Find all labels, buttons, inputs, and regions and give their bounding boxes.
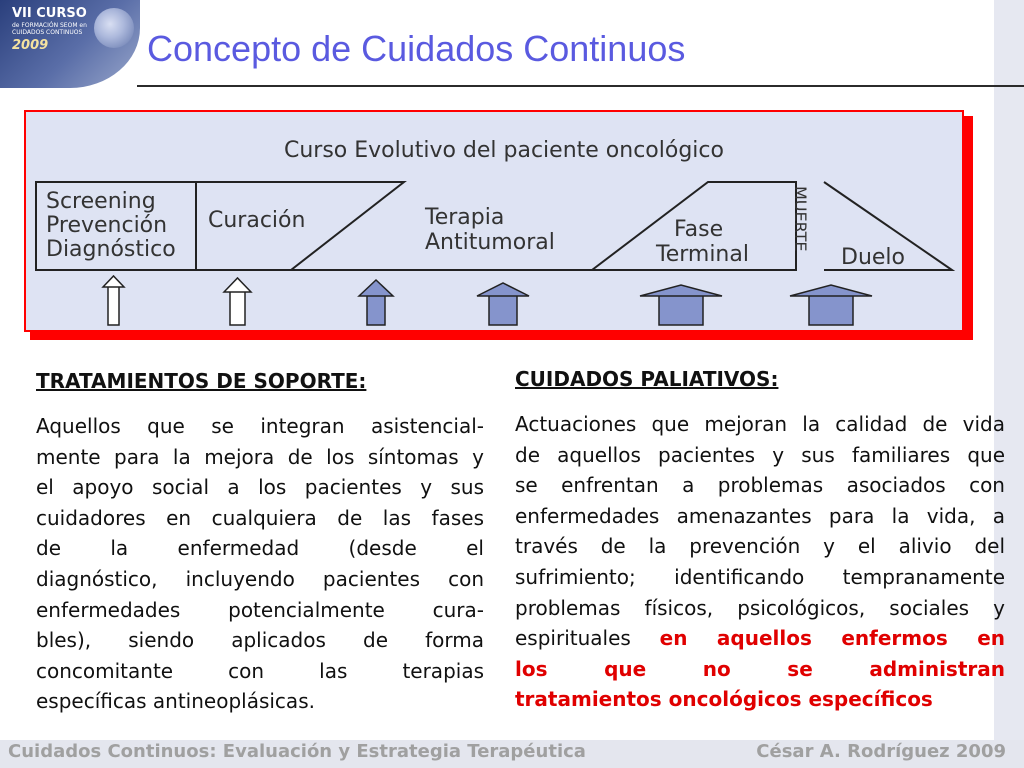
stage6-label: Duelo [841, 245, 905, 270]
logo-line-2: de FORMACIÓN SEOM en CUIDADOS CONTINUOS [12, 22, 87, 36]
palliative-highlight-line: los que no se administran [515, 656, 1005, 681]
arrow-up-icon-4 [477, 283, 529, 325]
support-line: concomitante con las terapias [36, 658, 484, 683]
support-line: Aquellos que se integran asistencial- [36, 414, 484, 438]
palliative-line: de aquellos pacientes y sus familiares que [515, 442, 1005, 467]
stage5-label: MUERTE [791, 186, 810, 252]
palliative-line-mixed [515, 623, 1005, 654]
palliative-line: sufrimiento; identificando tempranamente [515, 564, 1005, 589]
palliative-line: Actuaciones que mejoran la calidad de vida [515, 412, 1005, 436]
palliative-plain-text: espirituales [515, 626, 660, 651]
arrow-up-icon-2 [224, 278, 251, 325]
footer-course-name: Cuidados Continuos: Evaluación y Estrategia Terapéutica [8, 741, 586, 762]
support-line: enfermedades potencialmente cura- [36, 597, 484, 622]
support-line: cuidadores en cualquiera de las fases [36, 505, 484, 530]
palliative-line: través de la prevención y el alivio del [515, 534, 1005, 559]
support-line: el apoyo social a los pacientes y sus [36, 475, 484, 500]
arrow-up-icon-6 [790, 285, 872, 325]
footer-bar [0, 740, 1024, 768]
stage1-line2: Prevención [46, 213, 168, 238]
footer-author: César A. Rodríguez 2009 [756, 741, 1006, 762]
stage4-line1: Fase [674, 217, 724, 242]
support-heading: TRATAMIENTOS DE SOPORTE: [36, 369, 367, 393]
palliative-paragraph [515, 409, 1005, 715]
logo-disc-graphic [94, 8, 134, 48]
logo-line-1: VII CURSO [12, 6, 87, 21]
stage1-line1: Screening [46, 189, 156, 214]
stage3-line1: Terapia [425, 205, 505, 230]
palliative-highlight: en aquellos enfermos en [659, 626, 1005, 651]
evolution-diagram [24, 110, 964, 332]
arrow-up-icon-1 [103, 276, 124, 325]
stage4-line2: Terminal [656, 242, 749, 267]
support-line: diagnóstico, incluyendo pacientes con [36, 566, 484, 591]
support-line: bles), siendo aplicados de forma [36, 628, 484, 653]
stage1-line3: Diagnóstico [46, 237, 176, 262]
arrow-up-icon-3 [359, 280, 393, 325]
title-rule [137, 85, 1024, 87]
support-line: específicas antineoplásicas. [36, 689, 315, 714]
support-line: de la enfermedad (desde el [36, 536, 484, 561]
palliative-line: se enfrentan a problemas asociados con [515, 473, 1005, 498]
logo-year: 2009 [12, 38, 49, 53]
palliative-line: enfermedades amenazantes para la vida, a [515, 503, 1005, 528]
arrow-up-icon-5 [640, 285, 722, 325]
stage2-label: Curación [208, 208, 306, 233]
slide-title: Concepto de Cuidados Continuos [147, 28, 686, 69]
stage3-line2: Antitumoral [425, 230, 555, 255]
diagram-heading: Curso Evolutivo del paciente oncológico [284, 138, 724, 163]
support-line: mente para la mejora de los síntomas y [36, 444, 484, 469]
diagram-canvas [26, 112, 962, 330]
support-paragraph [36, 411, 484, 717]
course-logo [0, 0, 140, 88]
palliative-highlight-line: tratamientos oncológicos específicos [515, 687, 933, 712]
palliative-heading: CUIDADOS PALIATIVOS: [515, 367, 779, 391]
palliative-line: problemas físicos, psicológicos, sociales y [515, 595, 1005, 620]
